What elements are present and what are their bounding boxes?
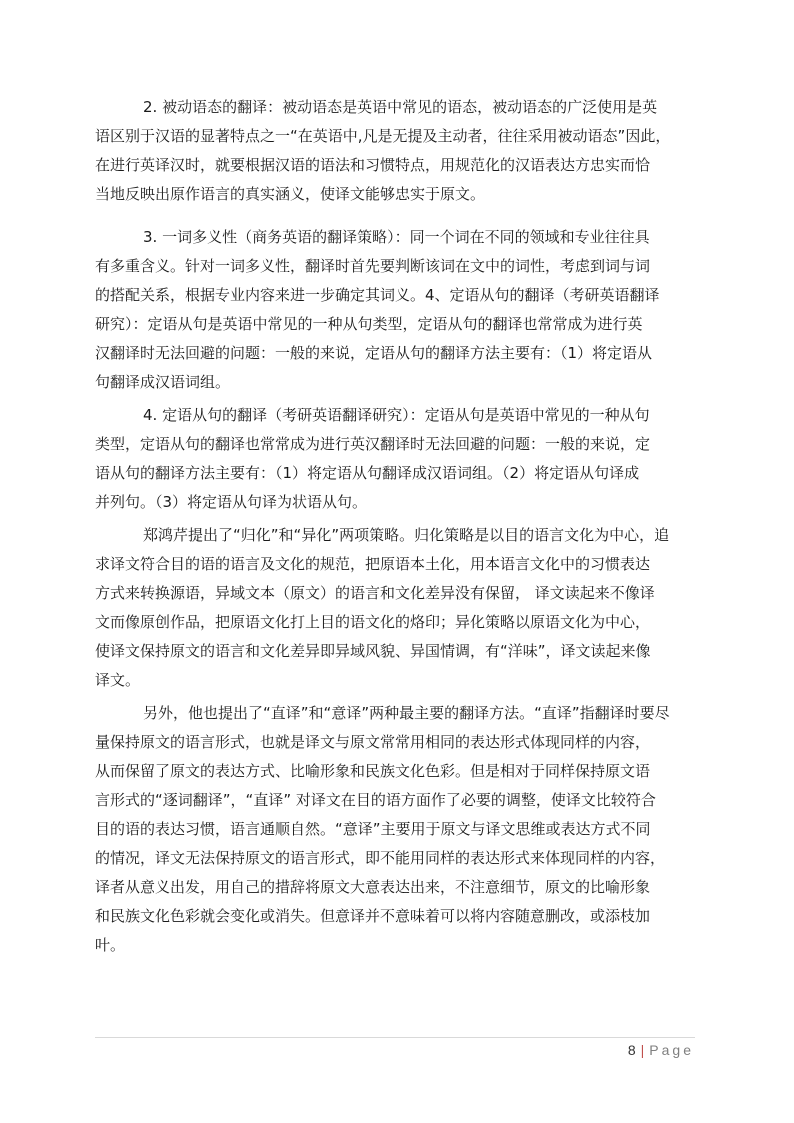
text-line: 郑鸿芹提出了“归化”和“异化”两项策略。归化策略是以目的语言文化为中心，追	[143, 526, 670, 544]
text-line: 译文。	[95, 671, 141, 689]
document-body	[95, 93, 695, 960]
text-line: 语区别于汉语的显著特点之一“在英语中,凡是无提及主动者，往往采用被动语态”因此，	[95, 127, 671, 145]
text-line: 2. 被动语态的翻译：被动语态是英语中常见的语态，被动语态的广泛使用是英	[143, 98, 658, 116]
text-line: 的情况，译文无法保持原文的语言形式，即不能用同样的表达形式来体现同样的内容，	[95, 849, 666, 867]
text-line: 语从句的翻译方法主要有：（1）将定语从句翻译成汉语词组。（2）将定语从句译成	[95, 464, 640, 482]
text-line: 求译文符合目的语的语言及文化的规范，把原语本土化，用本语言文化中的习惯表达	[95, 555, 651, 573]
paragraph-attributive-clause	[95, 401, 695, 517]
text-line: 4. 定语从句的翻译（考研英语翻译研究）：定语从句是英语中常见的一种从句	[143, 406, 650, 424]
paragraph-polysemy	[95, 223, 695, 397]
paragraph-domestication-foreignization	[95, 521, 695, 695]
text-line: 汉翻译时无法回避的问题：一般的来说，定语从句的翻译方法主要有：（1）将定语从	[95, 344, 653, 362]
text-line: 文而像原创作品，把原语文化打上目的语文化的烙印；异化策略以原语文化为中心，	[95, 613, 651, 631]
text-line: 研究）：定语从句是英语中常见的一种从句类型，定语从句的翻译也常常成为进行英	[95, 315, 643, 333]
paragraph-passive-voice	[95, 93, 695, 209]
text-line: 量保持原文的语言形式，也就是译文与原文常常用相同的表达形式体现同样的内容，	[95, 733, 651, 751]
text-line: 句翻译成汉语词组。	[95, 373, 231, 391]
text-line: 叶。	[95, 936, 126, 954]
text-line: 3. 一词多义性（商务英语的翻译策略）：同一个词在不同的领域和专业往往具	[143, 228, 650, 246]
text-line: 并列句。（3）将定语从句译为状语从句。	[95, 493, 368, 511]
text-line: 使译文保持原文的语言和文化差异即异域风貌、异国情调，有“洋味”，译文读起来像	[95, 642, 651, 660]
page-number: 8	[627, 1042, 636, 1058]
text-line: 言形式的“逐词翻译”，“直译” 对译文在目的语方面作了必要的调整，使译文比较符合	[95, 791, 656, 809]
text-line: 方式来转换源语，异域文本（原文）的语言和文化差异没有保留， 译文读起来不像译	[95, 584, 655, 602]
text-line: 目的语的表达习惯，语言通顺自然。“意译”主要用于原文与译文思维或表达方式不同	[95, 820, 651, 838]
text-line: 类型，定语从句的翻译也常常成为进行英汉翻译时无法回避的问题：一般的来说，定	[95, 435, 651, 453]
paragraph-literal-free-translation	[95, 699, 695, 960]
text-line: 的搭配关系，根据专业内容来进一步确定其词义。4、定语从句的翻译（考研英语翻译	[95, 286, 660, 304]
text-line: 有多重含义。针对一词多义性，翻译时首先要判断该词在文中的词性，考虑到词与词	[95, 257, 651, 275]
footer-separator: |	[640, 1042, 645, 1058]
page-label: Page	[649, 1042, 694, 1058]
text-line: 和民族文化色彩就会变化或消失。但意译并不意味着可以将内容随意删改，或添枝加	[95, 907, 651, 925]
footer-divider	[95, 1037, 695, 1038]
text-line: 另外，他也提出了“直译”和“意译”两种最主要的翻译方法。“直译”指翻译时要尽	[143, 704, 670, 722]
page-footer	[628, 1042, 694, 1058]
text-line: 从而保留了原文的表达方式、比喻形象和民族文化色彩。但是相对于同样保持原文语	[95, 762, 651, 780]
text-line: 译者从意义出发，用自己的措辞将原文大意表达出来，不注意细节，原文的比喻形象	[95, 878, 651, 896]
text-line: 在进行英译汉时，就要根据汉语的语法和习惯特点，用规范化的汉语表达方忠实而恰	[95, 156, 651, 174]
text-line: 当地反映出原作语言的真实涵义，使译文能够忠实于原文。	[95, 185, 486, 203]
